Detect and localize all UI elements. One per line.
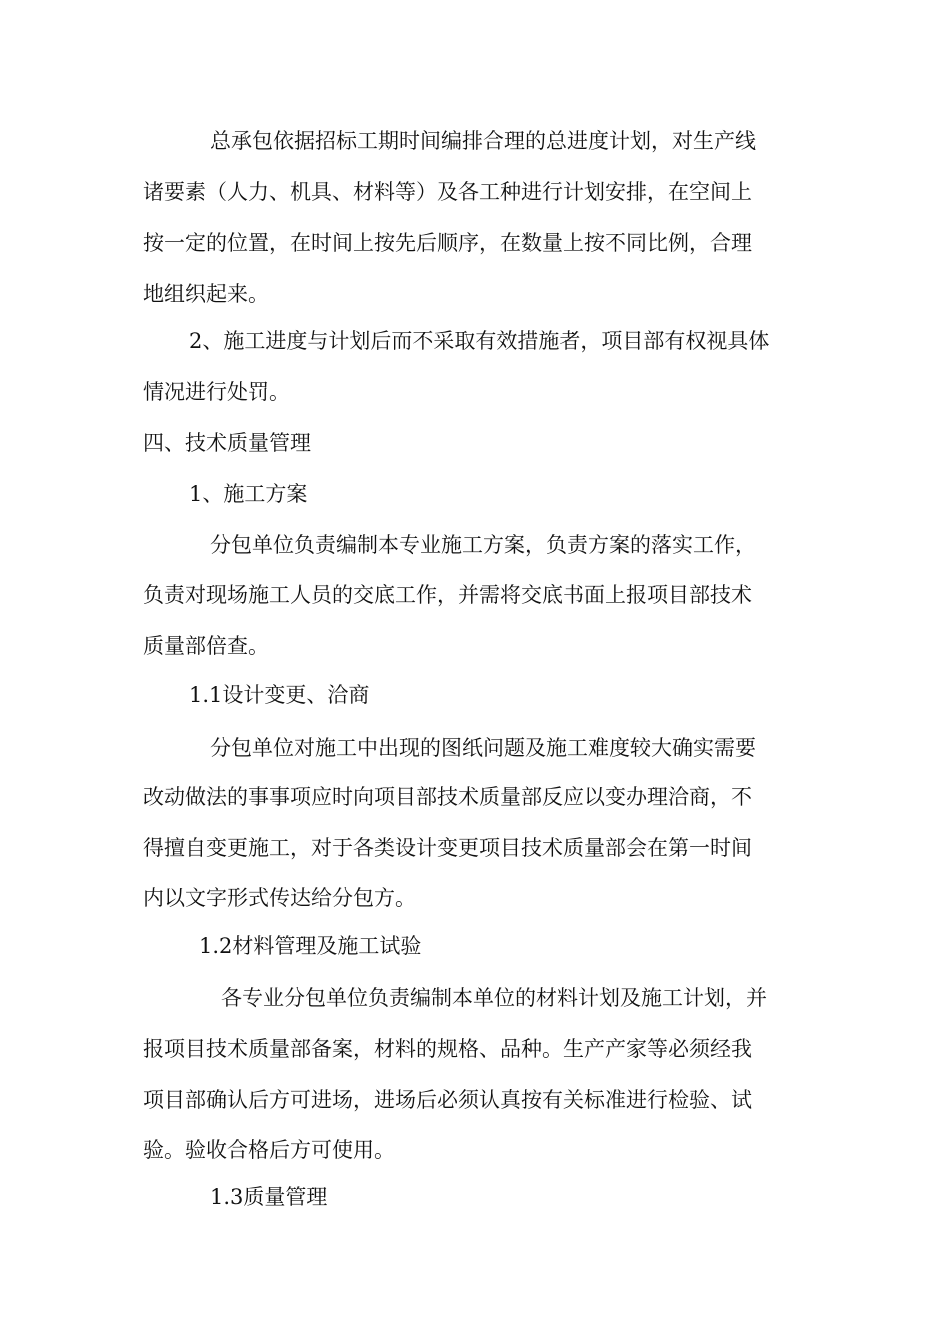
subsection-heading: 1.2材料管理及施工试验 [199,934,422,958]
section-heading: 四、技术质量管理 [143,431,311,455]
paragraph-line: 报项目技术质量部备案，材料的规格、品种。生产产家等必须经我 [143,1037,752,1061]
subsection-heading: 1.1设计变更、洽商 [189,683,370,707]
paragraph-line: 2、施工进度与计划后而不采取有效措施者，项目部有权视具体 [189,329,770,353]
paragraph-line: 总承包依据招标工期时间编排合理的总进度计划，对生产线 [210,129,756,153]
paragraph-line: 各专业分包单位负责编制本单位的材料计划及施工计划，并 [221,986,767,1010]
paragraph-line: 按一定的位置，在时间上按先后顺序，在数量上按不同比例，合理 [143,231,752,255]
paragraph-line: 情况进行处罚。 [143,380,290,404]
paragraph-line: 验。验收合格后方可使用。 [143,1138,395,1162]
paragraph-line: 负责对现场施工人员的交底工作，并需将交底书面上报项目部技术 [143,583,752,607]
paragraph-line: 内以文字形式传达给分包方。 [143,886,416,910]
paragraph-line: 得擅自变更施工，对于各类设计变更项目技术质量部会在第一时间 [143,836,752,860]
paragraph-line: 改动做法的事事项应时向项目部技术质量部反应以变办理洽商，不 [143,785,752,809]
paragraph-line: 分包单位对施工中出现的图纸问题及施工难度较大确实需要 [210,736,756,760]
paragraph-line: 分包单位负责编制本专业施工方案，负责方案的落实工作， [210,533,756,557]
paragraph-line: 诸要素（人力、机具、材料等）及各工种进行计划安排，在空间上 [143,180,752,204]
subsection-heading: 1、施工方案 [189,482,308,506]
subsection-heading: 1.3质量管理 [210,1185,328,1209]
paragraph-line: 地组织起来。 [143,282,269,306]
paragraph-line: 项目部确认后方可进场，进场后必须认真按有关标准进行检验、试 [143,1088,752,1112]
paragraph-line: 质量部倍查。 [143,634,269,658]
